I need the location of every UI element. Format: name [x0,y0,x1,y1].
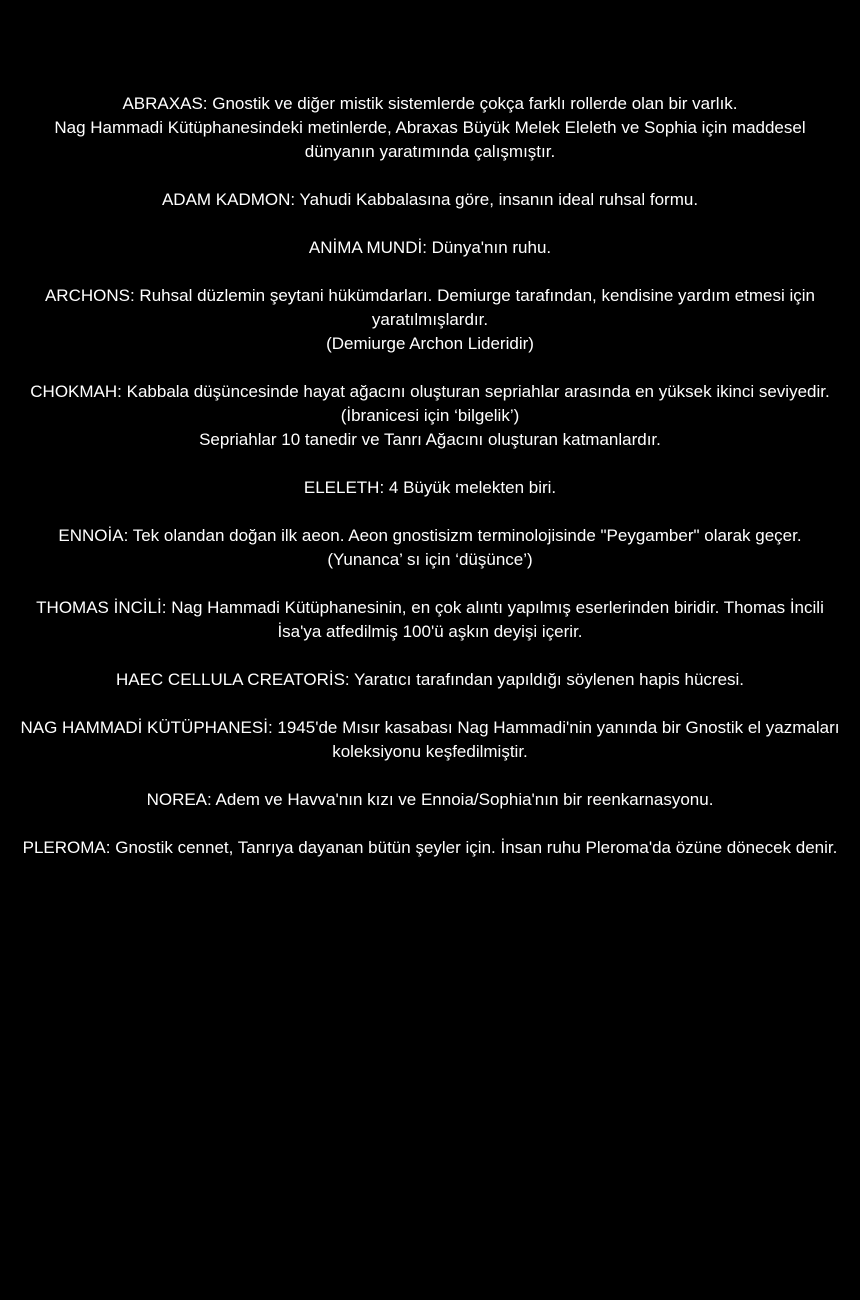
entry-line: CHOKMAH: Kabbala düşüncesinde hayat ağacını oluşturan sepriahlar arasında en yüksek ikinci seviyedir. (İbranicesi için ‘bilgelik’) [30,382,830,425]
glossary-entry-nag-hammadi [20,716,840,764]
glossary-entry-anima-mundi [20,236,840,260]
glossary-text [20,92,840,884]
entry-line: HAEC CELLULA CREATORİS: Yaratıcı tarafından yapıldığı söylenen hapis hücresi. [115,670,745,689]
entry-line: NOREA: Adem ve Havva'nın kızı ve Ennoia/Sophia'nın bir reenkarnasyonu. [146,790,714,809]
glossary-entry-norea [20,788,840,812]
entry-line: NAG HAMMADİ KÜTÜPHANESİ: 1945'de Mısır kasabası Nag Hammadi'nin yanında bir Gnostik el yazmaları koleksiyonu keşfedilmiştir. [20,718,840,761]
glossary-entry-chokmah [20,380,840,452]
glossary-entry-adam-kadmon [20,188,840,212]
entry-line: (Demiurge Archon Lideridir) [326,334,534,353]
glossary-entry-archons [20,284,840,356]
glossary-entry-eleleth [20,476,840,500]
entry-line: ARCHONS: Ruhsal düzlemin şeytani hükümdarları. Demiurge tarafından, kendisine yardım etmesi için yaratılmışlardır. [44,286,816,329]
entry-line: ABRAXAS: Gnostik ve diğer mistik sistemlerde çokça farklı rollerde olan bir varlık. [122,94,738,113]
glossary-entry-pleroma [20,836,840,860]
entry-line: PLEROMA: Gnostik cennet, Tanrıya dayanan bütün şeyler için. İnsan ruhu Pleroma'da özüne dönecek denir. [22,838,838,857]
glossary-entry-abraxas [20,92,840,164]
entry-line: ELELETH: 4 Büyük melekten biri. [303,478,557,497]
entry-line: THOMAS İNCİLİ: Nag Hammadi Kütüphanesinin, en çok alıntı yapılmış eserlerinden biridir. Thomas İncili İsa'ya atfedilmiş 100'ü aşkın deyişi içerir. [36,598,824,641]
glossary-entry-ennoia [20,524,840,572]
entry-line: Nag Hammadi Kütüphanesindeki metinlerde, Abraxas Büyük Melek Eleleth ve Sophia için maddesel dünyanın yaratımında çalışmıştır. [54,118,806,161]
entry-line: Sepriahlar 10 tanedir ve Tanrı Ağacını oluşturan katmanlardır. [199,430,661,449]
glossary-entry-thomas-incili [20,596,840,644]
entry-line: ADAM KADMON: Yahudi Kabbalasına göre, insanın ideal ruhsal formu. [161,190,699,209]
entry-line: ANİMA MUNDİ: Dünya'nın ruhu. [308,238,552,257]
entry-line: ENNOİA: Tek olandan doğan ilk aeon. Aeon gnostisizm terminolojisinde "Peygamber" olarak geçer. (Yunanca’ sı için ‘düşünce’) [58,526,802,569]
glossary-entry-haec-cellula [20,668,840,692]
